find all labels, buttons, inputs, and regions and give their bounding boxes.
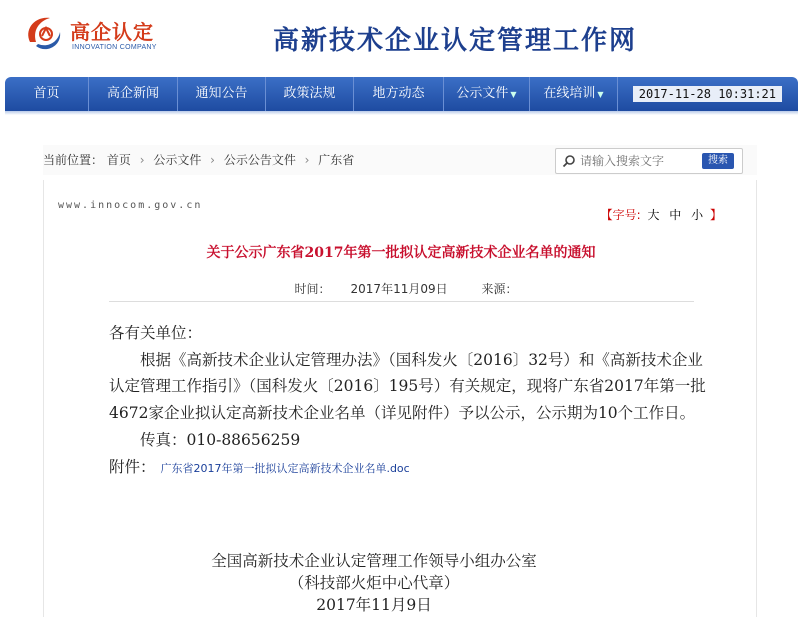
signature-block xyxy=(44,550,704,616)
font-size-medium[interactable]: 中 xyxy=(669,208,682,222)
nav-item-training[interactable] xyxy=(530,77,618,111)
breadcrumb-item-home[interactable]: 首页 xyxy=(106,153,131,167)
article-title: 关于公示广东省2017年第一批拟认定高新技术企业名单的通知 xyxy=(206,245,596,261)
logo-text-cn: 高企认定 xyxy=(70,20,154,44)
nav-item-policy[interactable] xyxy=(266,77,354,111)
nav-item-news[interactable] xyxy=(89,77,178,111)
publish-date: 2017年11月09日 xyxy=(350,282,448,296)
nav-item-notices[interactable] xyxy=(178,77,266,111)
divider xyxy=(109,301,694,302)
font-size-close: 】 xyxy=(709,208,722,222)
font-size-open: 【字号: xyxy=(600,208,641,222)
search-box xyxy=(555,148,743,174)
nav-label: 地方动态 xyxy=(372,86,425,101)
breadcrumb-separator: › xyxy=(304,153,310,167)
search-button[interactable]: 搜索 xyxy=(702,153,734,169)
site-title: 高新技术企业认定管理工作网 xyxy=(273,26,638,56)
body-paragraph: 根据《高新技术企业认定管理办法》（国科发火〔2016〕32号）和《高新技术企业认定管理工作指引》（国科发火〔2016〕195号）有关规定，现将广东省2017年第一批4672家企业拟认定高新技术企业名单（详见附件）予以公示，公示期为10个工作日。 xyxy=(109,350,706,422)
font-size-small[interactable]: 小 xyxy=(691,208,704,222)
breadcrumb-item-announcements[interactable]: 公示公告文件 xyxy=(223,153,296,167)
attachment-link[interactable]: 广东省2017年第一批拟认定高新技术企业名单.doc xyxy=(160,461,410,475)
salutation: 各有关单位： xyxy=(109,324,203,342)
main-nav xyxy=(5,77,798,111)
nav-label: 政策法规 xyxy=(283,86,336,101)
font-size-switcher xyxy=(601,206,722,223)
search-icon xyxy=(562,154,576,168)
breadcrumb-separator: › xyxy=(139,153,145,167)
nav-label: 通知公告 xyxy=(195,86,248,101)
site-domain: www.innocom.gov.cn xyxy=(58,200,203,211)
nav-label: 首页 xyxy=(33,86,60,101)
breadcrumb-prefix: 当前位置： xyxy=(43,153,104,167)
breadcrumb-separator: › xyxy=(210,153,215,167)
article-meta xyxy=(44,280,758,297)
dropdown-caret-icon: ▼ xyxy=(597,90,604,99)
time-label: 时间： xyxy=(294,282,331,296)
nav-label: 公示文件 xyxy=(456,86,509,101)
attachment-row xyxy=(109,454,709,483)
site-logo[interactable] xyxy=(22,12,172,56)
attachment-label: 附件： xyxy=(109,457,156,476)
site-header xyxy=(0,0,803,76)
source-label: 来源： xyxy=(481,282,518,296)
logo-text-en: INNOVATION COMPANY xyxy=(72,44,157,51)
article-body xyxy=(109,320,709,482)
nav-item-public-docs[interactable] xyxy=(444,77,530,111)
current-datetime: 2017-11-28 10:31:21 xyxy=(633,86,782,102)
signature-date: 2017年11月9日 xyxy=(316,596,432,614)
breadcrumb-item-guangdong[interactable]: 广东省 xyxy=(318,153,355,167)
nav-item-home[interactable] xyxy=(5,77,89,111)
article-container xyxy=(43,180,757,617)
breadcrumb-bar xyxy=(43,145,757,175)
dropdown-caret-icon: ▼ xyxy=(510,90,517,99)
fax-number: 传真：010-88656259 xyxy=(140,431,301,449)
breadcrumb-item-public-docs[interactable]: 公示文件 xyxy=(153,153,202,167)
signature-seal-note: （科技部火炬中心代章） xyxy=(288,574,460,592)
signature-org: 全国高新技术企业认定管理工作领导小组办公室 xyxy=(211,552,537,570)
breadcrumb xyxy=(43,151,354,168)
nav-label: 高企新闻 xyxy=(106,86,159,101)
nav-shadow xyxy=(5,111,798,115)
logo-swirl-icon xyxy=(22,12,68,56)
nav-label: 在线培训 xyxy=(543,86,596,101)
search-input[interactable] xyxy=(580,152,700,170)
nav-item-local[interactable] xyxy=(354,77,444,111)
font-size-large[interactable]: 大 xyxy=(647,208,660,222)
